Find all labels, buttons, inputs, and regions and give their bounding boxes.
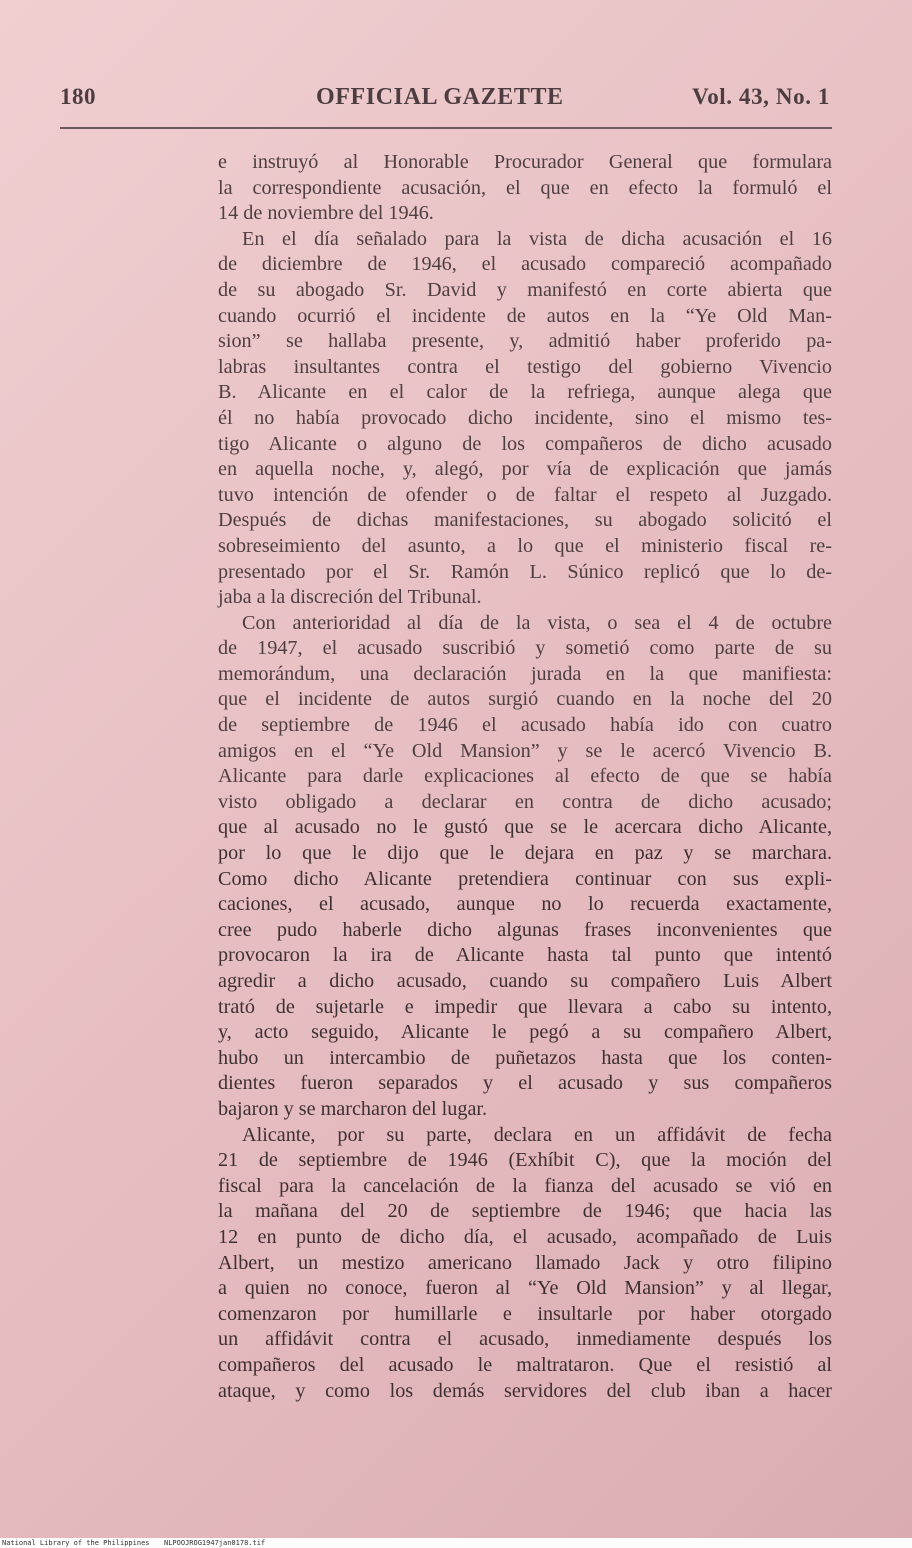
text-line: fiscal para la cancelación de la fianza del acusado se vió en	[218, 1174, 832, 1197]
text-line: sion” se hallaba presente, y, admitió haber proferido pa-	[218, 330, 832, 353]
text-line: bajaron y se marcharon del lugar.	[218, 1097, 488, 1120]
text-line: de septiembre de 1946 el acusado había ido con cuatro	[218, 714, 832, 737]
text-line: un affidávit contra el acusado, inmediamente después los	[218, 1328, 832, 1351]
text-line: de su abogado Sr. David y manifestó en corte abierta que	[218, 278, 832, 301]
scan-footer	[0, 1538, 912, 1548]
text-line: 12 en punto de dicho día, el acusado, acompañado de Luis	[218, 1225, 832, 1248]
text-line: cuando ocurrió el incidente de autos en la “Ye Old Man-	[218, 304, 832, 327]
text-line: por lo que le dijo que le dejara en paz y se marchara.	[218, 842, 832, 865]
text-line: B. Alicante en el calor de la refriega, aunque alega que	[218, 381, 832, 404]
footer-library-name: National Library of the Philippines	[2, 1539, 150, 1547]
text-line: trató de sujetarle e impedir que llevara a cabo su intento,	[218, 995, 832, 1018]
text-line: caciones, el acusado, aunque no lo recuerda exactamente,	[218, 893, 832, 916]
text-line: e instruyó al Honorable Procurador General que formulara	[218, 151, 832, 173]
footer-file-name: NLPOOJROG1947jan0178.tif	[164, 1539, 266, 1547]
text-line: hubo un intercambio de puñetazos hasta que los conten-	[218, 1046, 832, 1069]
page-header	[60, 84, 830, 120]
header-rule	[60, 127, 832, 129]
text-line: Alicante para darle explicaciones al efecto de que se había	[218, 765, 832, 788]
text-line: en aquella noche, y, alegó, por vía de explicación que jamás	[218, 458, 832, 481]
text-line: la correspondiente acusación, el que en efecto la formuló el	[218, 176, 832, 199]
text-line: Como dicho Alicante pretendiera continuar con sus expli-	[218, 867, 832, 890]
text-line: de diciembre de 1946, el acusado compareció acompañado	[218, 253, 832, 276]
text-line: labras insultantes contra el testigo del gobierno Vivencio	[218, 355, 832, 378]
text-line: cree pudo haberle dicho algunas frases inconvenientes que	[218, 918, 832, 941]
text-line: agredir a dicho acusado, cuando su compañero Luis Albert	[218, 970, 832, 992]
text-line: sobreseimiento del asunto, a lo que el ministerio fiscal re-	[218, 534, 832, 557]
page-number: 180	[60, 84, 96, 109]
text-line: Con anterioridad al día de la vista, o sea el 4 de octubre	[242, 611, 832, 634]
text-line: que al acusado no le gustó que se le acercara dicho Alicante,	[218, 816, 832, 839]
text-line: ataque, y como los demás servidores del club iban a hacer	[218, 1379, 832, 1402]
text-line: comenzaron por humillarle e insultarle por haber otorgado	[218, 1302, 832, 1325]
text-line: de 1947, el acusado suscribió y sometió como parte de su	[218, 637, 832, 660]
text-line: Albert, un mestizo americano llamado Jack y otro filipino	[218, 1251, 832, 1274]
text-line: presentado por el Sr. Ramón L. Súnico replicó que lo de-	[218, 560, 832, 583]
text-line: dientes fueron separados y el acusado y sus compañeros	[218, 1072, 832, 1095]
text-line: él no había provocado dicho incidente, sino el mismo tes-	[218, 406, 832, 429]
text-line: amigos en el “Ye Old Mansion” y se le acercó Vivencio B.	[218, 739, 832, 762]
journal-title: OFFICIAL GAZETTE	[316, 84, 564, 110]
text-line: memorándum, una declaración jurada en la que manifiesta:	[218, 662, 832, 685]
text-line: tigo Alicante o alguno de los compañeros de dicho acusado	[218, 432, 832, 455]
text-line: que el incidente de autos surgió cuando en la noche del 20	[218, 688, 832, 711]
text-line: 21 de septiembre de 1946 (Exhíbit C), que la moción del	[218, 1149, 832, 1172]
text-line: 14 de noviembre del 1946.	[218, 202, 434, 225]
text-line: la mañana del 20 de septiembre de 1946; que hacia las	[218, 1200, 832, 1223]
text-line: Alicante, por su parte, declara en un affidávit de fecha	[242, 1123, 832, 1146]
text-line: y, acto seguido, Alicante le pegó a su compañero Albert,	[218, 1021, 832, 1044]
text-line: visto obligado a declarar en contra de dicho acusado;	[218, 790, 832, 813]
text-line: jaba a la discreción del Tribunal.	[218, 586, 482, 609]
text-line: En el día señalado para la vista de dicha acusación el 16	[242, 227, 832, 250]
body-text	[218, 150, 832, 1404]
text-line: tuvo intención de ofender o de faltar el respeto al Juzgado.	[218, 483, 832, 506]
volume-number: Vol. 43, No. 1	[692, 84, 830, 109]
text-line: Después de dichas manifestaciones, su abogado solicitó el	[218, 509, 832, 532]
text-line: provocaron la ira de Alicante hasta tal punto que intentó	[218, 944, 832, 967]
text-line: compañeros del acusado le maltrataron. Que el resistió al	[218, 1353, 832, 1376]
text-line: a quien no conoce, fueron al “Ye Old Mansion” y al llegar,	[218, 1277, 832, 1300]
